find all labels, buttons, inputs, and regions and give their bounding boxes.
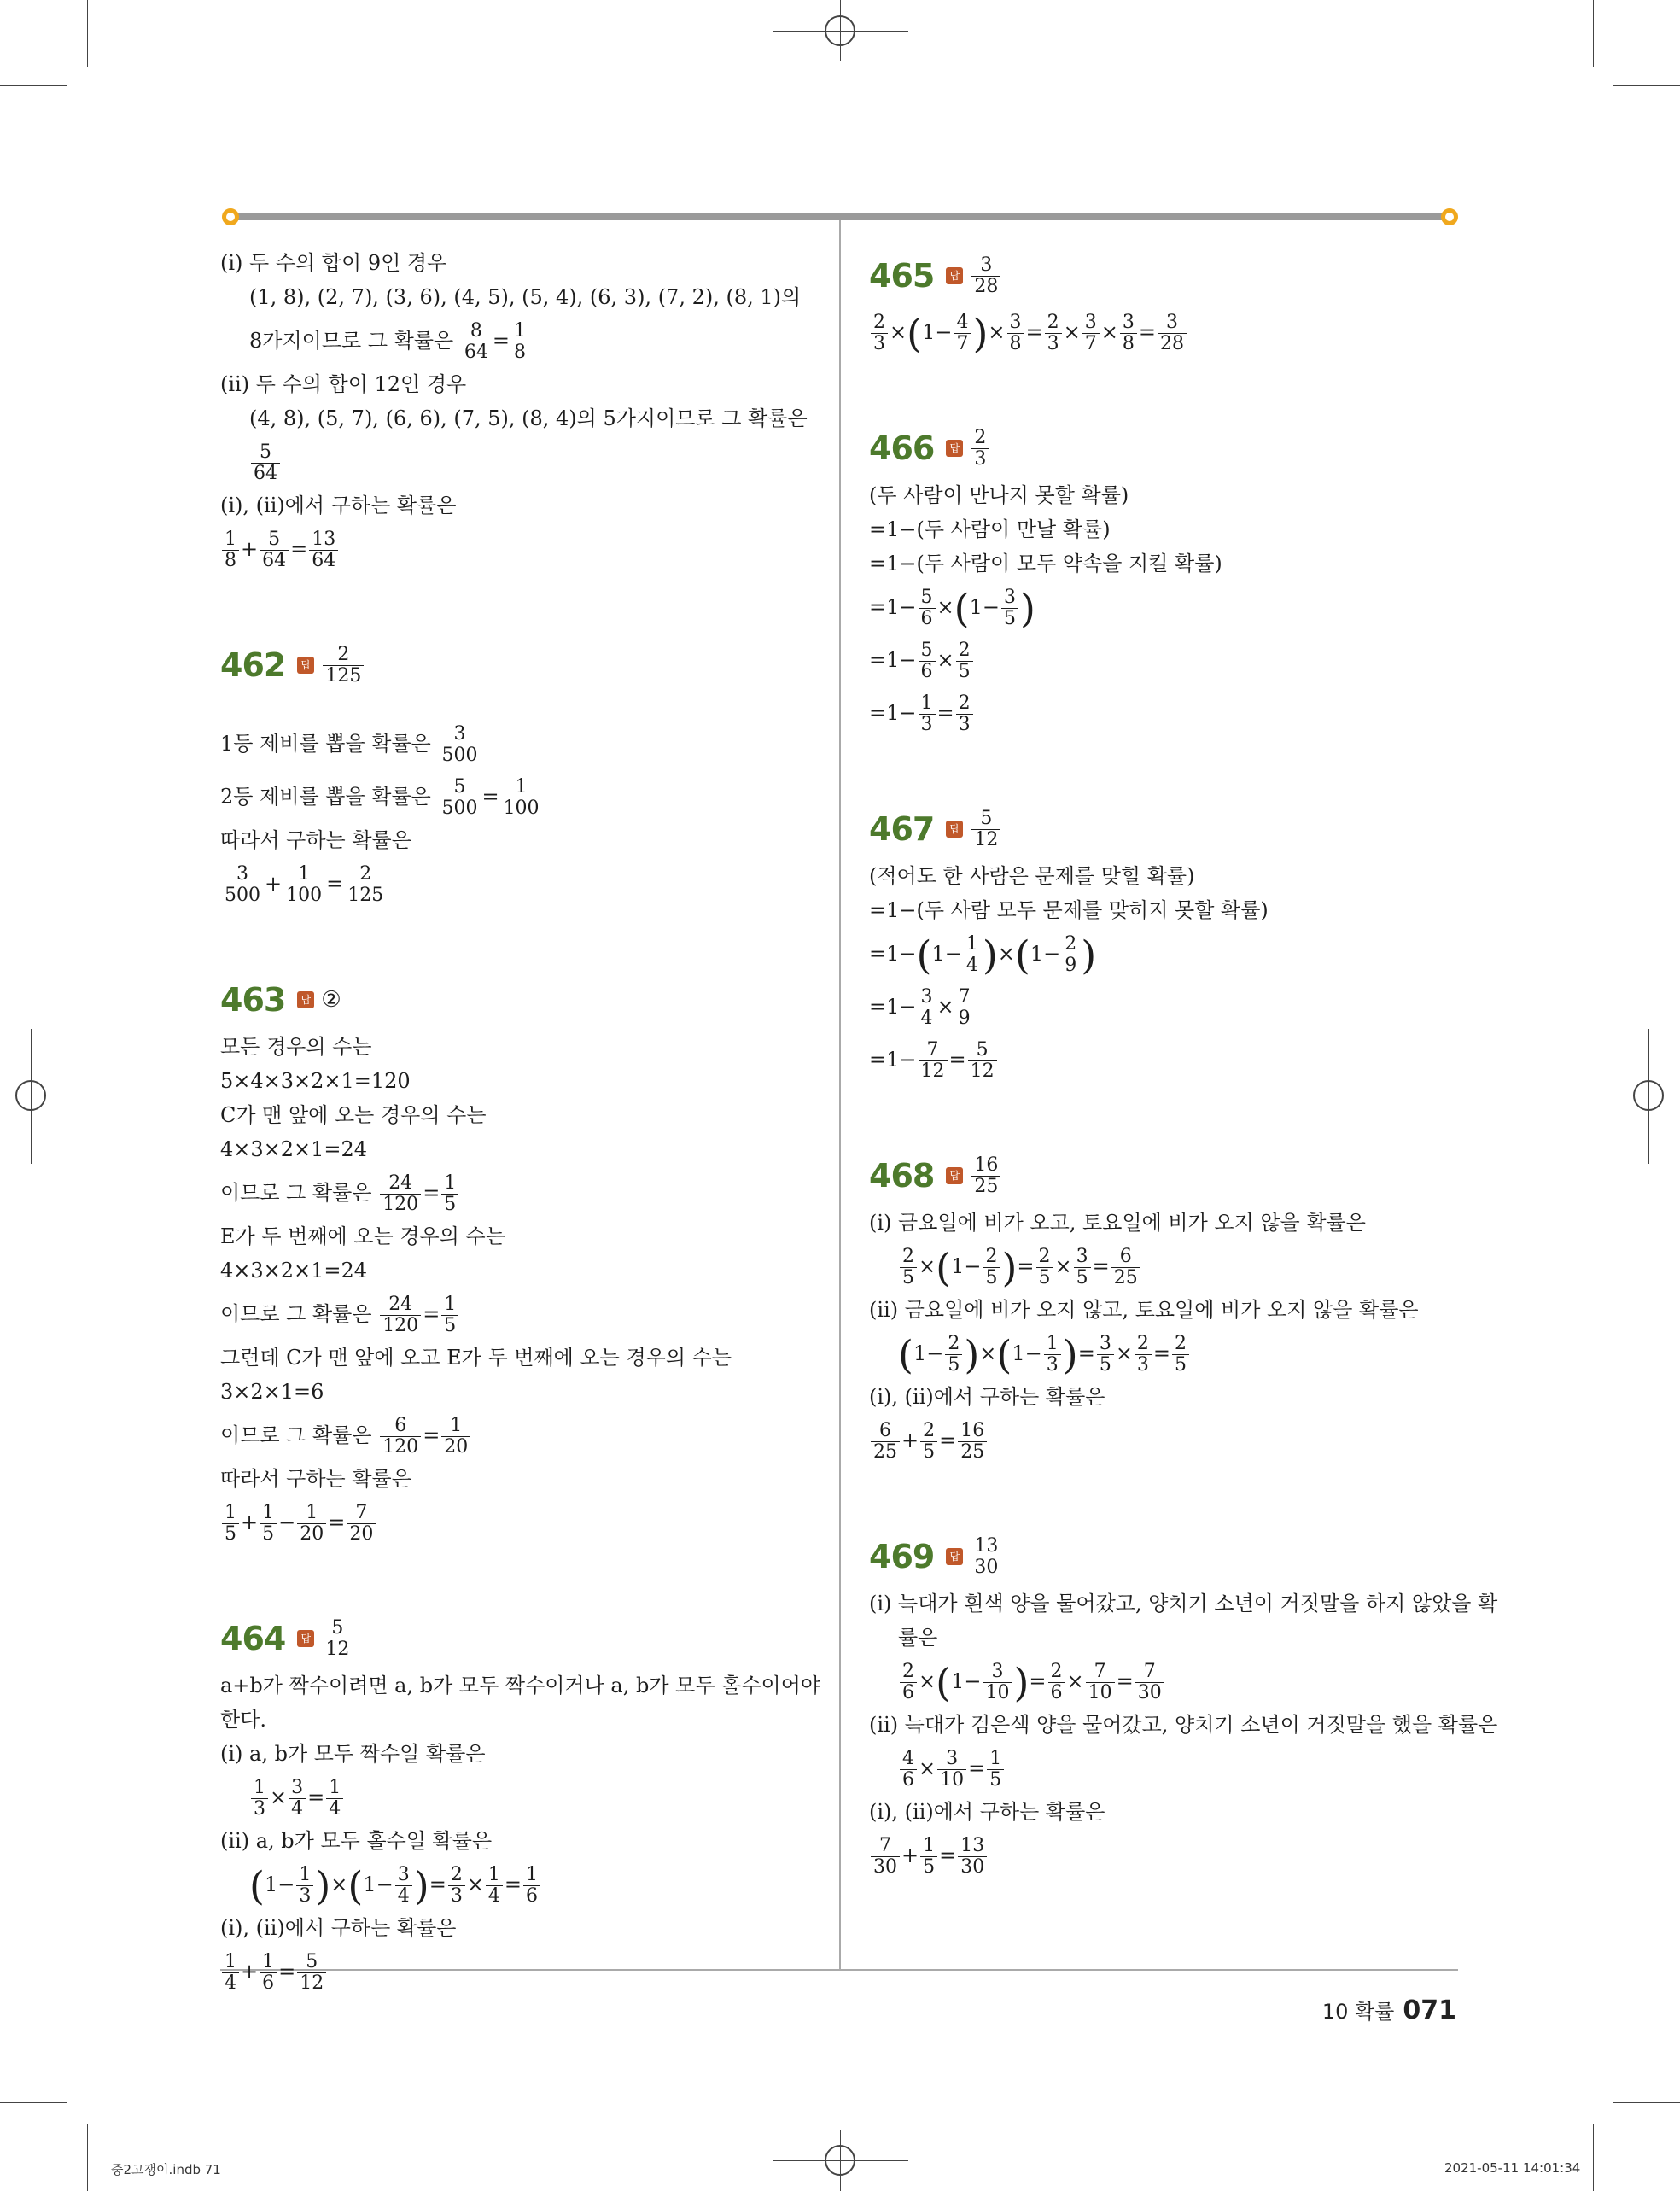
math-line: 이므로 그 확률은 $\frac{24}{120}$ = $\frac{1}{5}$ xyxy=(220,1166,822,1219)
answer-value xyxy=(970,1155,1002,1197)
answer-label-icon: 답 xyxy=(297,1630,314,1647)
fraction: $\frac{2}{3}$ xyxy=(871,313,888,354)
fraction: $\frac{7}{10}$ xyxy=(1086,1662,1115,1703)
text-line: E가 두 번째에 오는 경우의 수는 xyxy=(220,1224,505,1248)
text-line: 1등 제비를 뽑을 확률은 xyxy=(220,732,431,756)
text-line: =1−(두 사람이 모두 약속을 지킬 확률) xyxy=(869,552,1222,576)
math-line: =1−(1− $\frac{1}{4}$ )×(1− $\frac{2}{9}$ ) xyxy=(869,932,1097,979)
answer-label-icon: 답 xyxy=(946,1167,963,1184)
problem-number: 468 xyxy=(869,1157,935,1195)
text-line: 8가지이므로 그 확률은 xyxy=(249,329,454,353)
text-line: (ⅱ) 늑대가 검은색 양을 물어갔고, 양치기 소년이 거짓말을 했을 확률은 xyxy=(869,1713,1498,1737)
problem-number: 467 xyxy=(869,810,935,848)
fraction: $\frac{3}{5}$ xyxy=(1097,1334,1114,1376)
fraction: $\frac{1}{3}$ xyxy=(251,1778,268,1820)
math-line: $\frac{1}{4}$ + $\frac{1}{6}$ = $\frac{5}{12}$ xyxy=(220,1945,822,1998)
crop-mark xyxy=(1613,85,1680,86)
fraction: $\frac{2}{3}$ xyxy=(956,693,973,735)
text-line: 따라서 구하는 확률은 xyxy=(220,1467,411,1491)
fraction: $\frac{4}{6}$ xyxy=(900,1749,917,1791)
math-line xyxy=(220,717,822,770)
fraction: $\frac{5}{64}$ xyxy=(251,442,280,484)
text-line: (적어도 한 사람은 문제를 맞힐 확률) xyxy=(869,864,1195,888)
problem-header xyxy=(220,1609,822,1668)
answer-label-icon: 답 xyxy=(297,657,314,674)
text-line: (1, 8), (2, 7), (3, 6), (4, 5), (5, 4), (6, 3), (7, 2), (8, 1)의 xyxy=(249,285,802,309)
chapter-title: 10 확률 xyxy=(1321,2000,1395,2024)
fraction: $\frac{1}{4}$ xyxy=(326,1778,343,1820)
solution-464 xyxy=(220,1609,822,1998)
fraction: $\frac{3}{500}$ xyxy=(222,864,263,906)
text-line: (ⅰ) 늑대가 흰색 양을 물어갔고, 양치기 소년이 거짓말을 하지 않았을 확 xyxy=(869,1592,1498,1615)
fraction: $\frac{24}{120}$ xyxy=(380,1173,421,1215)
text-line: a+b가 짝수이려면 a, b가 모두 짝수이거나 a, b가 모두 홀수이어야 한다. xyxy=(220,1674,821,1732)
problem-number: 463 xyxy=(220,981,286,1019)
solution-468 xyxy=(869,1146,1467,1467)
left-column xyxy=(220,246,822,1998)
fraction: $\frac{2}{5}$ xyxy=(956,640,973,682)
fraction: $\frac{1}{3}$ xyxy=(919,693,936,735)
answer-value xyxy=(970,809,1002,850)
fraction: $\frac{3}{28}$ xyxy=(971,255,1000,297)
fraction: $\frac{4}{7}$ xyxy=(954,313,971,354)
crop-mark xyxy=(1593,2124,1594,2191)
answer-label-icon: 답 xyxy=(946,440,963,457)
text-line: (ⅰ) 두 수의 합이 9인 경우 xyxy=(220,251,447,275)
fraction: $\frac{2}{5}$ xyxy=(900,1247,917,1288)
text-line: C가 맨 앞에 오는 경우의 수는 xyxy=(220,1103,487,1127)
text-line: (ⅰ), (ⅱ)에서 구하는 확률은 xyxy=(869,1385,1105,1409)
math-line: $\frac{3}{500}$ + $\frac{1}{100}$ = $\frac{2}{125}$ xyxy=(220,857,822,910)
crop-mark xyxy=(87,0,88,67)
text-line: (ⅰ) a, b가 모두 짝수일 확률은 xyxy=(220,1742,486,1766)
fraction: $\frac{1}{5}$ xyxy=(222,1503,239,1545)
fraction: $\frac{7}{9}$ xyxy=(956,987,973,1029)
text-line: 4×3×2×1=24 xyxy=(220,1259,368,1282)
fraction: $\frac{3}{4}$ xyxy=(289,1778,306,1820)
problem-number: 469 xyxy=(869,1538,935,1575)
math-line: (1− $\frac{1}{3}$ )×(1− $\frac{3}{4}$ )= $\frac{2}{3}$ × $\frac{1}{4}$ = $\frac{1}{6}$ xyxy=(220,1858,822,1911)
solution-467 xyxy=(869,799,1467,1086)
answer-value xyxy=(970,1536,1002,1578)
page-number: 071 xyxy=(1403,1995,1456,2025)
math-line: 8가지이므로 그 확률은 $\frac{8}{64}$ = $\frac{1}{8}$ xyxy=(220,314,822,367)
fraction: $\frac{16}{25}$ xyxy=(971,1155,1000,1197)
fraction: $\frac{3}{500}$ xyxy=(439,724,480,766)
fraction: $\frac{2}{3}$ xyxy=(1135,1334,1152,1376)
problem-header xyxy=(869,799,1467,859)
math-line: $\frac{7}{30}$ + $\frac{1}{5}$ = $\frac{13}{30}$ xyxy=(869,1829,1467,1882)
fraction: $\frac{1}{5}$ xyxy=(441,1173,458,1215)
fraction: $\frac{1}{5}$ xyxy=(260,1503,277,1545)
math-line xyxy=(220,435,822,488)
solution-466 xyxy=(869,418,1467,739)
text-line: (4, 8), (5, 7), (6, 6), (7, 5), (8, 4)의 5가지이므로 그 확률은 xyxy=(249,406,808,430)
math-line: 이므로 그 확률은 $\frac{24}{120}$ = $\frac{1}{5}$ xyxy=(220,1288,822,1341)
fraction: $\frac{5}{64}$ xyxy=(260,529,289,571)
fraction: $\frac{7}{30}$ xyxy=(1135,1662,1164,1703)
fraction: $\frac{8}{64}$ xyxy=(462,321,491,363)
math-line: =1− $\frac{3}{4}$ × $\frac{7}{9}$ xyxy=(869,980,1467,1033)
problem-header xyxy=(220,635,822,695)
fraction: $\frac{1}{20}$ xyxy=(297,1503,326,1545)
fraction: $\frac{3}{5}$ xyxy=(1074,1247,1091,1288)
text-line: 4×3×2×1=24 xyxy=(220,1137,368,1161)
math-line: $\frac{1}{3}$ × $\frac{3}{4}$ = $\frac{1}{4}$ xyxy=(220,1771,822,1824)
fraction: $\frac{2}{6}$ xyxy=(1048,1662,1065,1703)
fraction: $\frac{1}{8}$ xyxy=(222,529,239,571)
answer-value xyxy=(970,428,990,470)
math-line: (1− $\frac{2}{5}$ )×(1− $\frac{1}{3}$ )= $\frac{3}{5}$ × $\frac{2}{3}$ = $\frac{2}{5}$ xyxy=(869,1327,1467,1380)
text-line: (두 사람이 만나지 못할 확률) xyxy=(869,483,1129,507)
crop-mark xyxy=(1593,0,1594,67)
fraction: $\frac{2}{3}$ xyxy=(1045,313,1062,354)
answer-label-icon: 답 xyxy=(946,821,963,838)
solution-465 xyxy=(869,246,1467,359)
text-line: =1−(두 사람이 만날 확률) xyxy=(869,517,1111,541)
problem-number: 466 xyxy=(869,429,935,467)
problem-header xyxy=(220,970,822,1030)
math-line: $\frac{4}{6}$ × $\frac{3}{10}$ = $\frac{1}{5}$ xyxy=(869,1742,1467,1795)
fraction: $\frac{13}{30}$ xyxy=(958,1836,987,1878)
registration-mark-icon xyxy=(15,1080,46,1111)
text-line: 따라서 구하는 확률은 xyxy=(220,828,411,852)
text-line: (ⅱ) 금요일에 비가 오지 않고, 토요일에 비가 오지 않을 확률은 xyxy=(869,1298,1419,1322)
math-line: =1− $\frac{5}{6}$ × $\frac{2}{5}$ xyxy=(869,634,1467,687)
answer-value xyxy=(970,255,1002,297)
fraction: $\frac{3}{10}$ xyxy=(983,1662,1012,1703)
rule-endpoint-icon xyxy=(1441,208,1458,225)
text-line: 률은 xyxy=(898,1626,938,1650)
rule-endpoint-icon xyxy=(222,208,239,225)
fraction: $\frac{7}{30}$ xyxy=(871,1836,900,1878)
fraction: $\frac{5}{12}$ xyxy=(968,1040,997,1082)
math-line: $\frac{1}{8}$ + $\frac{5}{64}$ = $\frac{13}{64}$ xyxy=(220,523,822,576)
fraction: $\frac{7}{12}$ xyxy=(919,1040,948,1082)
registration-mark-icon xyxy=(825,2145,855,2176)
right-column xyxy=(869,246,1498,1882)
crop-mark xyxy=(0,85,67,86)
text-line: =1−(두 사람 모두 문제를 맞히지 못할 확률) xyxy=(869,898,1269,922)
fraction: $\frac{7}{20}$ xyxy=(347,1503,376,1545)
text-line: (ⅰ) 금요일에 비가 오고, 토요일에 비가 오지 않을 확률은 xyxy=(869,1211,1366,1235)
fraction: $\frac{1}{5}$ xyxy=(920,1836,937,1878)
fraction: $\frac{1}{20}$ xyxy=(441,1416,470,1458)
fraction: $\frac{3}{5}$ xyxy=(1001,587,1018,629)
math-line: $\frac{2}{5}$ ×(1− $\frac{2}{5}$ )= $\frac{2}{5}$ × $\frac{3}{5}$ = $\frac{6}{25}$ xyxy=(869,1240,1467,1293)
fraction: $\frac{1}{4}$ xyxy=(964,934,981,976)
column-divider xyxy=(839,220,841,1971)
text-line: 이므로 그 확률은 xyxy=(220,1423,372,1447)
text-line: 5×4×3×2×1=120 xyxy=(220,1069,411,1093)
fraction: $\frac{2}{5}$ xyxy=(983,1247,1000,1288)
fraction: $\frac{2}{9}$ xyxy=(1062,934,1079,976)
answer-label-icon: 답 xyxy=(946,1548,963,1565)
crop-mark xyxy=(0,2102,67,2103)
fraction: $\frac{5}{500}$ xyxy=(439,777,480,819)
registration-mark-icon xyxy=(1633,1080,1664,1111)
answer-value: ② xyxy=(321,987,341,1013)
math-line: =1− $\frac{1}{3}$ = $\frac{2}{3}$ xyxy=(869,687,1467,739)
problem-header xyxy=(869,418,1467,478)
problem-header xyxy=(869,1146,1467,1206)
fraction: $\frac{1}{3}$ xyxy=(1044,1334,1061,1376)
math-line: $\frac{2}{3}$ ×(1− $\frac{4}{7}$ )× $\frac{3}{8}$ = $\frac{2}{3}$ × $\frac{3}{7}$ × $\frac{3}{8}$ = $\frac{3}{28}$ xyxy=(869,306,1467,359)
text-line: (ⅱ) a, b가 모두 홀수일 확률은 xyxy=(220,1829,493,1853)
print-file-info: 중2고쟁이.indb 71 xyxy=(111,2162,221,2177)
fraction: $\frac{5}{12}$ xyxy=(297,1952,326,1994)
text-line: (ⅰ), (ⅱ)에서 구하는 확률은 xyxy=(220,1916,457,1940)
problem-number: 464 xyxy=(220,1620,286,1657)
registration-mark-icon xyxy=(825,15,855,46)
solution-463 xyxy=(220,970,822,1549)
problem-number: 465 xyxy=(869,257,935,295)
text-line: 2등 제비를 뽑을 확률은 xyxy=(220,785,431,809)
fraction: $\frac{2}{5}$ xyxy=(1172,1334,1189,1376)
fraction: $\frac{2}{5}$ xyxy=(945,1334,962,1376)
fraction: $\frac{2}{5}$ xyxy=(920,1421,937,1463)
text-line: 이므로 그 확률은 xyxy=(220,1302,372,1326)
text-line: 모든 경우의 수는 xyxy=(220,1035,372,1059)
answer-value xyxy=(321,645,365,687)
fraction: $\frac{2}{125}$ xyxy=(345,864,386,906)
text-line: 그런데 C가 맨 앞에 오고 E가 두 번째에 오는 경우의 수는 xyxy=(220,1346,732,1370)
solution-462 xyxy=(220,635,822,910)
fraction: $\frac{6}{120}$ xyxy=(380,1416,421,1458)
math-line: $\frac{2}{6}$ ×(1− $\frac{3}{10}$ )= $\frac{2}{6}$ × $\frac{7}{10}$ = $\frac{7}{30}$ xyxy=(869,1655,1467,1708)
fraction: $\frac{1}{100}$ xyxy=(501,777,542,819)
math-line: $\frac{6}{25}$ + $\frac{2}{5}$ = $\frac{16}{25}$ xyxy=(869,1414,1467,1467)
fraction: $\frac{24}{120}$ xyxy=(380,1294,421,1336)
fraction: $\frac{3}{8}$ xyxy=(1007,313,1024,354)
fraction: $\frac{2}{125}$ xyxy=(323,645,364,687)
fraction: $\frac{1}{5}$ xyxy=(441,1294,458,1336)
problem-header xyxy=(869,246,1467,306)
fraction: $\frac{3}{4}$ xyxy=(919,987,936,1029)
fraction: $\frac{1}{6}$ xyxy=(523,1865,540,1907)
solution-461 xyxy=(220,246,822,576)
print-timestamp: 2021-05-11 14:01:34 xyxy=(1444,2160,1581,2176)
fraction: $\frac{2}{3}$ xyxy=(971,428,989,470)
fraction: $\frac{3}{8}$ xyxy=(1120,313,1137,354)
fraction: $\frac{1}{4}$ xyxy=(222,1952,239,1994)
fraction: $\frac{3}{10}$ xyxy=(937,1749,966,1791)
fraction: $\frac{1}{5}$ xyxy=(987,1749,1004,1791)
answer-label-icon: 답 xyxy=(297,991,314,1008)
fraction: $\frac{5}{12}$ xyxy=(323,1618,352,1660)
problem-header xyxy=(869,1527,1467,1586)
fraction: $\frac{1}{100}$ xyxy=(283,864,324,906)
fraction: $\frac{1}{8}$ xyxy=(511,321,528,363)
fraction: $\frac{3}{28}$ xyxy=(1158,313,1187,354)
answer-value xyxy=(321,1618,353,1660)
fraction: $\frac{5}{6}$ xyxy=(919,587,936,629)
fraction: $\frac{13}{30}$ xyxy=(971,1536,1000,1578)
text-line: 3×2×1=6 xyxy=(220,1380,324,1404)
fraction: $\frac{3}{7}$ xyxy=(1082,313,1100,354)
top-rule xyxy=(230,213,1451,220)
fraction: $\frac{1}{3}$ xyxy=(296,1865,313,1907)
fraction: $\frac{2}{5}$ xyxy=(1036,1247,1053,1288)
crop-mark xyxy=(1613,2102,1680,2103)
fraction: $\frac{1}{6}$ xyxy=(260,1952,277,1994)
page-footer xyxy=(1322,1995,1456,2025)
math-line: $\frac{1}{5}$ + $\frac{1}{5}$ − $\frac{1}{20}$ = $\frac{7}{20}$ xyxy=(220,1496,822,1549)
text-line: 이므로 그 확률은 xyxy=(220,1181,372,1205)
text-line: (ⅰ), (ⅱ)에서 구하는 확률은 xyxy=(869,1800,1105,1824)
math-line: 2등 제비를 뽑을 확률은 $\frac{5}{500}$ = $\frac{1}{100}$ xyxy=(220,770,822,823)
fraction: $\frac{16}{25}$ xyxy=(958,1421,987,1463)
math-line: 이므로 그 확률은 $\frac{6}{120}$ = $\frac{1}{20}$ xyxy=(220,1409,822,1462)
fraction: $\frac{5}{12}$ xyxy=(971,809,1000,850)
math-line: =1− $\frac{7}{12}$ = $\frac{5}{12}$ xyxy=(869,1033,1467,1086)
answer-label-icon: 답 xyxy=(946,267,963,284)
solution-469 xyxy=(869,1527,1498,1882)
text-line: (ⅰ), (ⅱ)에서 구하는 확률은 xyxy=(220,494,457,517)
problem-number: 462 xyxy=(220,646,286,684)
text-line: (ⅱ) 두 수의 합이 12인 경우 xyxy=(220,372,467,396)
fraction: $\frac{3}{4}$ xyxy=(395,1865,412,1907)
fraction: $\frac{6}{25}$ xyxy=(1111,1247,1140,1288)
fraction: $\frac{13}{64}$ xyxy=(309,529,338,571)
fraction: $\frac{2}{6}$ xyxy=(900,1662,917,1703)
fraction: $\frac{2}{3}$ xyxy=(448,1865,465,1907)
fraction: $\frac{6}{25}$ xyxy=(871,1421,900,1463)
crop-mark xyxy=(87,2124,88,2191)
fraction: $\frac{5}{6}$ xyxy=(919,640,936,682)
math-line: =1− $\frac{5}{6}$ ×(1− $\frac{3}{5}$ ) xyxy=(869,585,1035,632)
fraction: $\frac{1}{4}$ xyxy=(486,1865,503,1907)
